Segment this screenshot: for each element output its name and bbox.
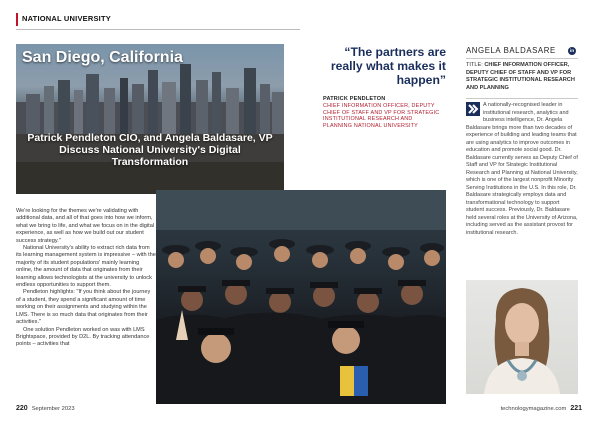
crowd-illustration bbox=[156, 190, 446, 404]
issue-date: September 2023 bbox=[31, 406, 75, 412]
section-title: NATIONAL UNIVERSITY bbox=[22, 14, 111, 23]
header-divider bbox=[16, 29, 300, 30]
page-number-left: 220 bbox=[16, 405, 28, 412]
profile-title bbox=[466, 62, 582, 92]
paragraph: One solution Pendleton worked on was with LMS Brightspace, provided by D2L. By tracking attendance points – activities that bbox=[16, 326, 150, 348]
pull-quote: “The partners are really what makes it happen” bbox=[330, 45, 446, 87]
article-body bbox=[16, 208, 156, 349]
video-caption: Patrick Pendleton CIO, and Angela Baldasare, VP Discuss National University's Digital Transformation bbox=[27, 132, 273, 168]
paragraph: We're looking for the themes we're validating with additional data, and all of that goes into how we inform, what we bring to life, and what we focus on in the digital experience, as well as how we build out our student success strategy." bbox=[16, 208, 155, 244]
footer-right bbox=[501, 405, 582, 412]
profile-divider bbox=[466, 58, 578, 59]
page-number-right: 221 bbox=[570, 405, 582, 412]
paragraph: Pendleton highlights: "If you think about the journey of a student, they spend a significant amount of time working on their assignments and studying within the LMS. There is so much data that originates from their activities." bbox=[16, 289, 151, 326]
location-label: San Diego, California bbox=[22, 49, 183, 66]
section-accent-bar bbox=[16, 13, 18, 26]
profile-portrait bbox=[466, 280, 578, 394]
profile-bio: A nationally-recognised leader in institutional research, analytics and business intelligence, Dr. Angela Baldasare brings more than two decades of experience of building and leading teams that are using analytics to improve outcomes in education and promote social good. Dr. Baldasare currently serves as Deputy Chief of Staff and VP for Strategic Institutional Research and Planning at National University, which is one of the largest nonprofit Minority Serving Institutions in the U.S. In this role, Dr. Baldasare strategically employs data and transformational technology to support student success. Previously, Dr. Baldasare held several roles at the University of Arizona, including served as the assistant provost for institutional research. bbox=[466, 102, 578, 236]
quote-author-role: CHIEF INFORMATION OFFICER, DEPUTY CHIEF OF STAFF AND VP FOR STRATEGIC INSTITUTIONAL RESEARCH AND PLANNING NATIONAL UNIVERSITY bbox=[323, 103, 440, 129]
graduation-crowd-photo bbox=[156, 190, 446, 404]
footer-left bbox=[16, 405, 75, 412]
site-url: technologymagazine.com bbox=[500, 406, 567, 412]
profile-divider bbox=[466, 98, 578, 99]
paragraph: National University's ability to extract rich data from its learning management system is impressive – with the majority of its student populations' mainly learning online, the amount of data that originates from their learning allows technologists at the university to unlock endless opportunities to support them. bbox=[16, 245, 156, 289]
linkedin-icon[interactable]: in bbox=[569, 48, 575, 54]
title-text: CHIEF INFORMATION OFFICER, DEPUTY CHIEF OF STAFF AND VP FOR STRATEGIC INSTITUTIONAL RESEARCH AND PLANNING bbox=[466, 62, 575, 91]
quote-author-name: PATRICK PENDLETON bbox=[323, 96, 386, 102]
video-thumbnail[interactable] bbox=[16, 44, 284, 194]
profile-name: ANGELA BALDASARE bbox=[466, 46, 556, 55]
title-prefix: TITLE: bbox=[466, 62, 483, 68]
